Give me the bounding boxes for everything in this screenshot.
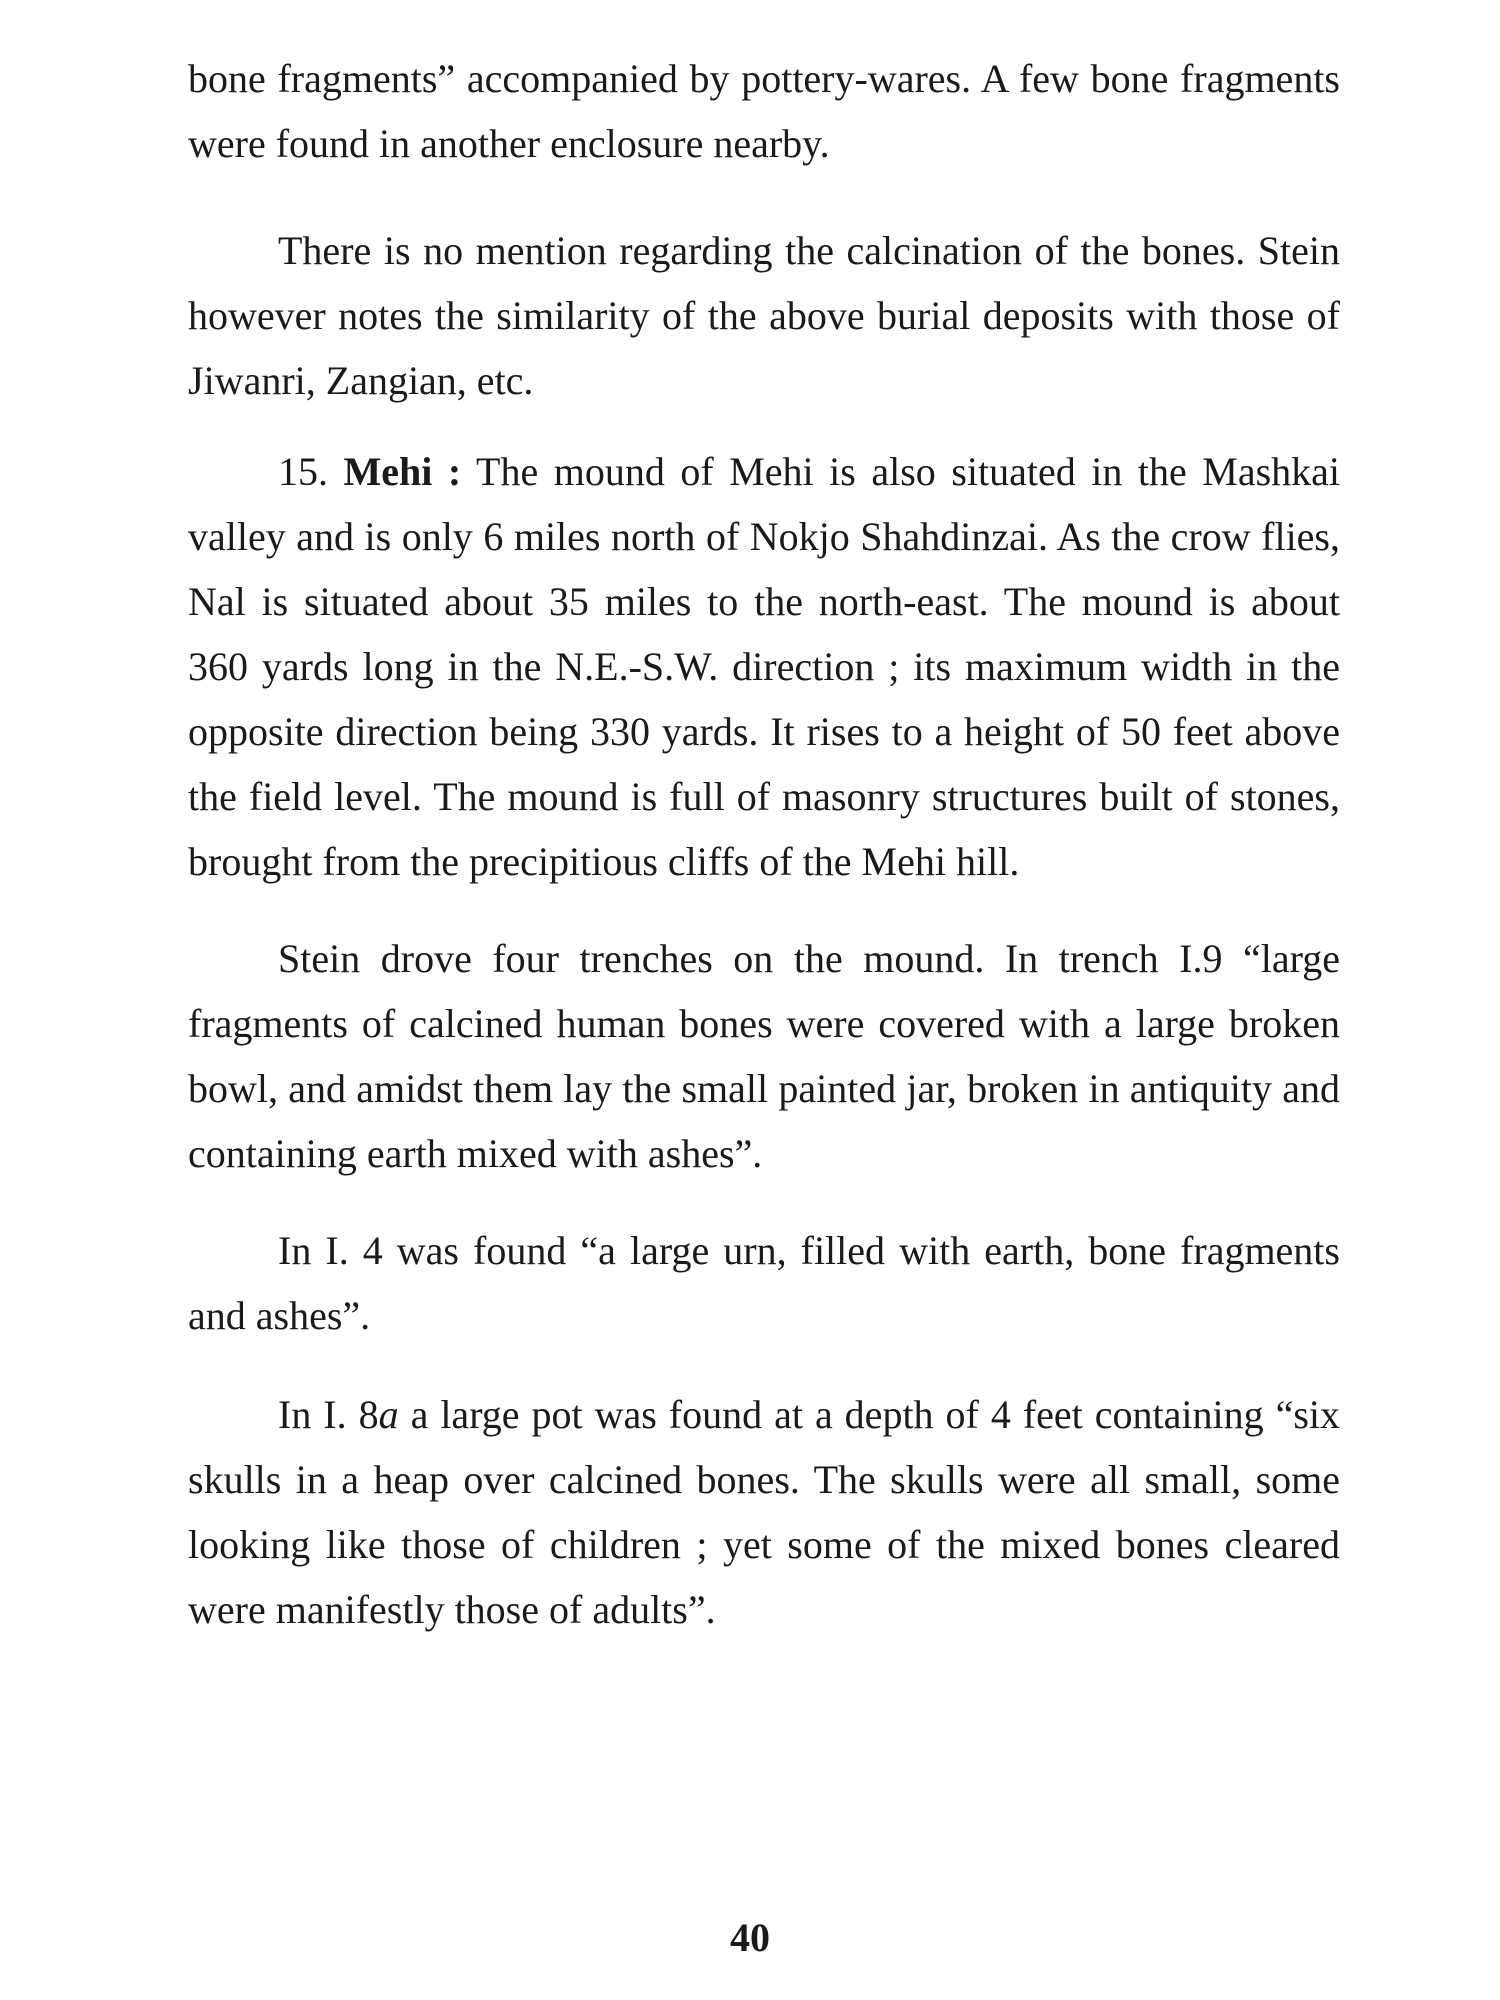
section-heading-mehi: Mehi : — [343, 449, 462, 494]
skulls-italic-letter: a — [378, 1392, 399, 1437]
page-number: 40 — [730, 1915, 770, 1960]
paragraph-skulls — [188, 1382, 1340, 1642]
skulls-rest: a large pot was found at a depth of 4 feet containing “six skulls in a heap over calcined bones. The skulls were all small, some looking like those of children ; yet some of the mixed bones cleared were manifestly those of adults”. — [188, 1392, 1340, 1632]
paragraph-continuation: bone fragments” accompanied by pottery-wares. A few bone fragments were found in another enclosure nearby. — [188, 56, 1340, 166]
paragraph-trenches: Stein drove four trenches on the mound. In trench I.9 “large fragments of calcined human bones were covered with a large broken bowl, and amidst them lay the small painted jar, broken in antiquity and containing earth mixed with ashes”. — [188, 936, 1340, 1176]
skulls-prefix: In I. 8 — [278, 1392, 379, 1437]
paragraph-urn: In I. 4 was found “a large urn, filled with earth, bone fragments and ashes”. — [188, 1228, 1340, 1338]
paragraph-mehi — [188, 439, 1340, 894]
section-number: 15. — [278, 449, 328, 494]
page-body — [188, 46, 1340, 1642]
paragraph-calcination: There is no mention regarding the calcination of the bones. Stein however notes the similarity of the above burial deposits with those of Jiwanri, Zangian, etc. — [188, 228, 1340, 403]
section-body-mehi: The mound of Mehi is also situated in the Mashkai valley and is only 6 miles north of Nokjo Shahdinzai. As the crow flies, Nal is situated about 35 miles to the north-east. The mound is about 360 yards long in the N.E.-S.W. direction ; its maximum width in the opposite direction being 330 yards. It rises to a height of 50 feet above the field level. The mound is full of masonry structures built of stones, brought from the precipitious cliffs of the Mehi hill. — [188, 449, 1341, 884]
